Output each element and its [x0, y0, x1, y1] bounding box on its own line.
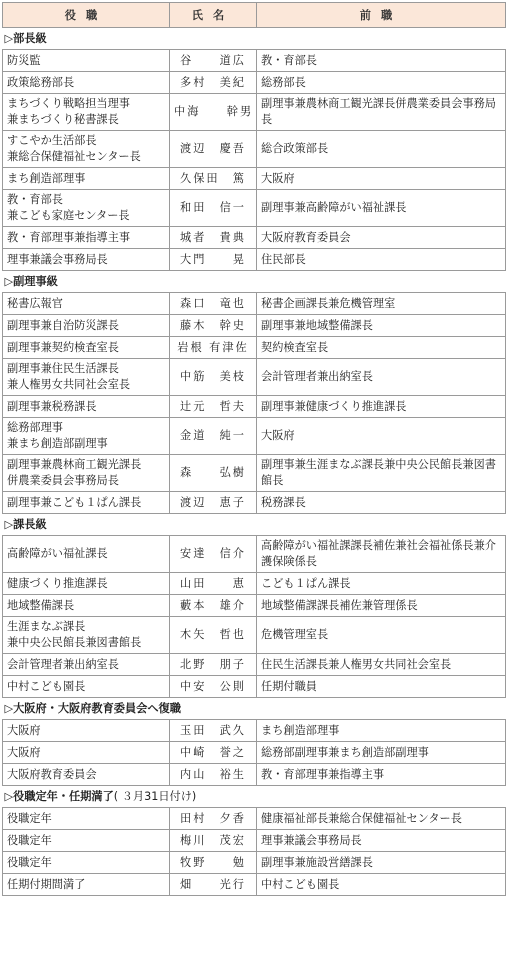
section-title — [3, 271, 506, 293]
role-cell: まちづくり戦略担当理事 兼まちづくり秘書課長 — [3, 94, 170, 131]
section-title-text: ▷課長級 — [4, 517, 47, 531]
previous-position-cell: 教・育部理事兼指導主事 — [257, 764, 506, 786]
table-row — [3, 595, 506, 617]
name-cell: 中海 幹男 — [170, 94, 257, 131]
name-cell: 田村 夕香 — [170, 808, 257, 830]
previous-position-cell: 秘書企画課長兼危機管理室 — [257, 293, 506, 315]
role-cell: 副理事兼自治防災課長 — [3, 315, 170, 337]
section-header-row — [3, 28, 506, 50]
section-title-text: ▷副理事級 — [4, 274, 58, 288]
personnel-table-container — [2, 2, 505, 896]
name-cell: 北野 朋子 — [170, 654, 257, 676]
table-row — [3, 50, 506, 72]
previous-position-cell: 健康福祉部長兼総合保健福祉センター長 — [257, 808, 506, 830]
previous-position-cell: 副理事兼地域整備課長 — [257, 315, 506, 337]
section-header-row — [3, 786, 506, 808]
table-row — [3, 573, 506, 595]
table-row — [3, 720, 506, 742]
table-row — [3, 742, 506, 764]
previous-position-cell: 中村こども園長 — [257, 874, 506, 896]
previous-position-cell: 住民部長 — [257, 249, 506, 271]
role-cell: 任期付期間満了 — [3, 874, 170, 896]
section-header-row — [3, 514, 506, 536]
name-cell: 中安 公則 — [170, 676, 257, 698]
name-cell: 中筋 美枝 — [170, 359, 257, 396]
table-row — [3, 874, 506, 896]
table-row — [3, 808, 506, 830]
table-row — [3, 315, 506, 337]
role-cell: 総務部理事 兼まち創造部副理事 — [3, 418, 170, 455]
table-row — [3, 536, 506, 573]
table-body — [3, 28, 506, 896]
table-row — [3, 131, 506, 168]
previous-position-cell: 副理事兼生涯まなぶ課長兼中央公民館長兼図書館長 — [257, 455, 506, 492]
section-title-text: ▷大阪府・大阪府教育委員会へ復職 — [4, 701, 181, 715]
name-cell: 中崎 誉之 — [170, 742, 257, 764]
name-cell: 森口 竜也 — [170, 293, 257, 315]
section-header-row — [3, 271, 506, 293]
role-cell: 教・育部長 兼こども家庭センター長 — [3, 190, 170, 227]
table-row — [3, 492, 506, 514]
name-cell: 城者 貴典 — [170, 227, 257, 249]
previous-position-cell: 総務部長 — [257, 72, 506, 94]
previous-position-cell: 副理事兼農林商工観光課長併農業委員会事務局長 — [257, 94, 506, 131]
name-cell: 内山 裕生 — [170, 764, 257, 786]
section-title-sub: ( ３月31日付け) — [113, 789, 197, 803]
table-row — [3, 418, 506, 455]
section-header-row — [3, 698, 506, 720]
role-cell: 中村こども園長 — [3, 676, 170, 698]
table-row — [3, 396, 506, 418]
table-row — [3, 293, 506, 315]
role-cell: 副理事兼税務課長 — [3, 396, 170, 418]
table-row — [3, 227, 506, 249]
table-row — [3, 168, 506, 190]
name-cell: 金道 純一 — [170, 418, 257, 455]
table-row — [3, 190, 506, 227]
role-cell: 生涯まなぶ課長 兼中央公民館長兼図書館長 — [3, 617, 170, 654]
role-cell: 教・育部理事兼指導主事 — [3, 227, 170, 249]
role-cell: 副理事兼契約検査室長 — [3, 337, 170, 359]
table-row — [3, 764, 506, 786]
table-row — [3, 654, 506, 676]
previous-position-cell: 地域整備課課長補佐兼管理係長 — [257, 595, 506, 617]
previous-position-cell: 大阪府教育委員会 — [257, 227, 506, 249]
role-cell: 副理事兼住民生活課長 兼人権男女共同社会室長 — [3, 359, 170, 396]
previous-position-cell: 大阪府 — [257, 418, 506, 455]
previous-position-cell: 住民生活課長兼人権男女共同社会室長 — [257, 654, 506, 676]
previous-position-cell: 危機管理室長 — [257, 617, 506, 654]
name-cell: 和田 信一 — [170, 190, 257, 227]
section-title-text: ▷役職定年・任期満了 — [4, 789, 114, 803]
role-cell: 役職定年 — [3, 808, 170, 830]
name-cell: 畑 光行 — [170, 874, 257, 896]
role-cell: すこやか生活部長 兼総合保健福祉センター長 — [3, 131, 170, 168]
name-cell: 玉田 武久 — [170, 720, 257, 742]
role-cell: 大阪府 — [3, 720, 170, 742]
table-row — [3, 94, 506, 131]
name-cell: 大門 晃 — [170, 249, 257, 271]
table-row — [3, 359, 506, 396]
name-cell: 藪本 雄介 — [170, 595, 257, 617]
role-cell: 副理事兼農林商工観光課長 併農業委員会事務局長 — [3, 455, 170, 492]
name-cell: 渡辺 慶吾 — [170, 131, 257, 168]
table-row — [3, 72, 506, 94]
role-cell: 理事兼議会事務局長 — [3, 249, 170, 271]
role-cell: 地域整備課長 — [3, 595, 170, 617]
previous-position-cell: 総合政策部長 — [257, 131, 506, 168]
personnel-table — [2, 2, 506, 896]
name-cell: 多村 美紀 — [170, 72, 257, 94]
name-cell: 梅川 茂宏 — [170, 830, 257, 852]
role-cell: 秘書広報官 — [3, 293, 170, 315]
name-cell: 藤木 幹史 — [170, 315, 257, 337]
name-cell: 辻元 哲夫 — [170, 396, 257, 418]
previous-position-cell: 副理事兼健康づくり推進課長 — [257, 396, 506, 418]
previous-position-cell: 副理事兼高齢障がい福祉課長 — [257, 190, 506, 227]
role-cell: 政策総務部長 — [3, 72, 170, 94]
section-title — [3, 786, 506, 808]
name-cell: 谷 道広 — [170, 50, 257, 72]
previous-position-cell: 高齢障がい福祉課課長補佐兼社会福祉係長兼介護保険係長 — [257, 536, 506, 573]
table-row — [3, 249, 506, 271]
name-cell: 森 弘樹 — [170, 455, 257, 492]
role-cell: 大阪府 — [3, 742, 170, 764]
role-cell: 副理事兼こども１ぱん課長 — [3, 492, 170, 514]
previous-position-cell: 総務部副理事兼まち創造部副理事 — [257, 742, 506, 764]
name-cell: 安達 信介 — [170, 536, 257, 573]
section-title — [3, 514, 506, 536]
header-name: 氏名 — [170, 3, 257, 28]
previous-position-cell: こども１ぱん課長 — [257, 573, 506, 595]
table-row — [3, 830, 506, 852]
previous-position-cell: 税務課長 — [257, 492, 506, 514]
name-cell: 久保田 篤 — [170, 168, 257, 190]
header-previous-position: 前職 — [257, 3, 506, 28]
section-title — [3, 698, 506, 720]
previous-position-cell: 理事兼議会事務局長 — [257, 830, 506, 852]
role-cell: 役職定年 — [3, 852, 170, 874]
table-row — [3, 676, 506, 698]
previous-position-cell: 契約検査室長 — [257, 337, 506, 359]
previous-position-cell: 教・育部長 — [257, 50, 506, 72]
previous-position-cell: 任期付職員 — [257, 676, 506, 698]
role-cell: 大阪府教育委員会 — [3, 764, 170, 786]
role-cell: まち創造部理事 — [3, 168, 170, 190]
table-row — [3, 455, 506, 492]
previous-position-cell: まち創造部理事 — [257, 720, 506, 742]
name-cell: 木矢 哲也 — [170, 617, 257, 654]
header-row — [3, 3, 506, 28]
role-cell: 高齢障がい福祉課長 — [3, 536, 170, 573]
name-cell: 岩根 有津佐 — [170, 337, 257, 359]
role-cell: 防災監 — [3, 50, 170, 72]
table-row — [3, 617, 506, 654]
header-role: 役職 — [3, 3, 170, 28]
name-cell: 山田 恵 — [170, 573, 257, 595]
section-title — [3, 28, 506, 50]
name-cell: 渡辺 恵子 — [170, 492, 257, 514]
section-title-text: ▷部長級 — [4, 31, 47, 45]
role-cell: 会計管理者兼出納室長 — [3, 654, 170, 676]
previous-position-cell: 大阪府 — [257, 168, 506, 190]
previous-position-cell: 副理事兼施設営繕課長 — [257, 852, 506, 874]
table-row — [3, 852, 506, 874]
previous-position-cell: 会計管理者兼出納室長 — [257, 359, 506, 396]
role-cell: 健康づくり推進課長 — [3, 573, 170, 595]
role-cell: 役職定年 — [3, 830, 170, 852]
name-cell: 牧野 勉 — [170, 852, 257, 874]
table-row — [3, 337, 506, 359]
